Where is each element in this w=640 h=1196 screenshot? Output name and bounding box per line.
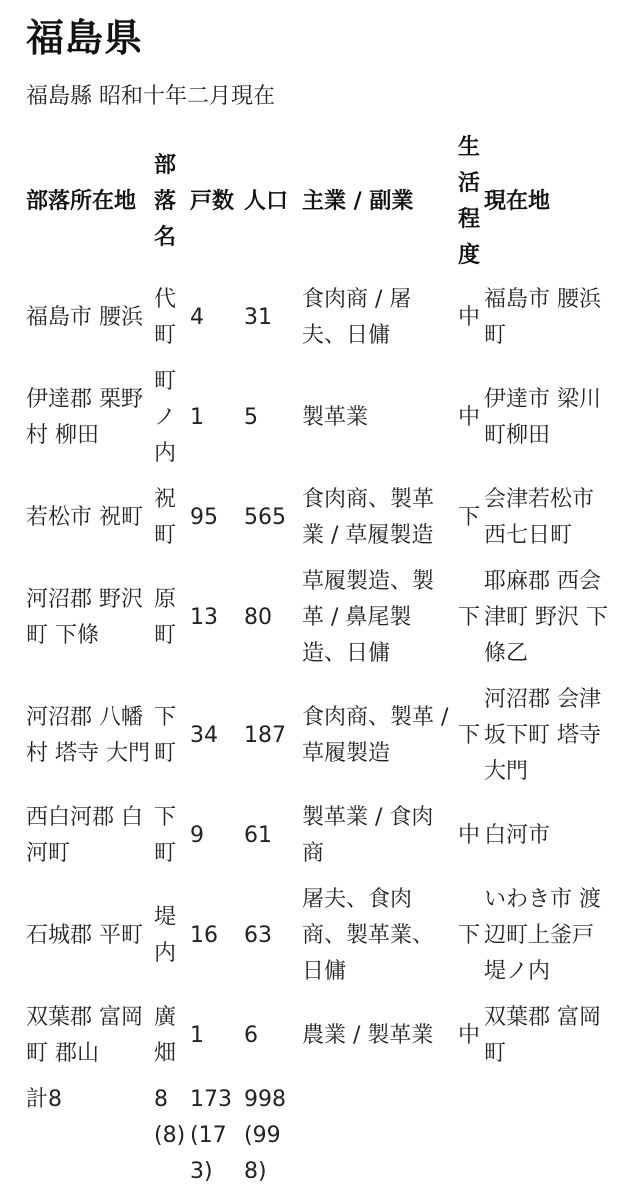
- cell-households: 13: [190, 605, 218, 630]
- cell-households: 95: [190, 505, 218, 530]
- cell-living-standard: 中: [458, 405, 481, 430]
- total-cell-current-location: [484, 1078, 616, 1196]
- cell-occupation: 農業 / 製革業: [302, 1023, 434, 1048]
- cell-households: 16: [190, 923, 218, 948]
- cell-location: 河沼郡 八幡村 塔寺 大門: [26, 705, 150, 766]
- cell-current-location: いわき市 渡辺町上釜戸 堤ノ内: [484, 887, 602, 984]
- cell-location: 若松市 祝町: [26, 505, 143, 530]
- cell-buraku-name: 代町: [154, 287, 177, 348]
- cell-occupation: 屠夫、食肉商、製革業、日傭: [302, 887, 435, 984]
- table-row: [26, 796, 616, 878]
- cell-buraku-name: 原町: [154, 587, 177, 648]
- cell-population: 5: [244, 405, 258, 430]
- cell-location: 双葉郡 富岡町 郡山: [26, 1005, 143, 1066]
- table-header-row: [26, 130, 616, 278]
- cell-buraku-name: 廣畑: [154, 1005, 177, 1066]
- total-cell-location: 計8: [26, 1087, 62, 1112]
- table-row: [26, 278, 616, 360]
- header-location: 部落所在地: [26, 189, 137, 214]
- cell-occupation: 食肉商、製革 / 草履製造: [302, 705, 449, 766]
- page-title: 福島県: [26, 16, 144, 60]
- cell-population: 565: [244, 505, 286, 530]
- total-cell-living-standard: [458, 1078, 484, 1196]
- cell-population: 63: [244, 923, 272, 948]
- cell-location: 河沼郡 野沢町 下條: [26, 587, 143, 648]
- cell-location: 西白河郡 白河町: [26, 805, 143, 866]
- cell-households: 1: [190, 405, 204, 430]
- cell-population: 31: [244, 305, 272, 330]
- table-row: [26, 478, 616, 560]
- cell-occupation: 製革業: [302, 405, 369, 430]
- total-cell-population: 998 (998): [244, 1087, 286, 1184]
- cell-living-standard: 下: [458, 923, 481, 948]
- cell-living-standard: 下: [458, 605, 481, 630]
- header-occupation: 主業 / 副業: [302, 189, 414, 214]
- cell-occupation: 食肉商、製革業 / 草履製造: [302, 487, 435, 548]
- header-buraku-name: 部落名: [154, 153, 177, 250]
- cell-occupation: 製革業 / 食肉商: [302, 805, 434, 866]
- cell-population: 80: [244, 605, 272, 630]
- cell-living-standard: 下: [458, 723, 481, 748]
- total-cell-buraku-name: 8 (8): [154, 1087, 186, 1148]
- total-cell-occupation: [302, 1078, 458, 1196]
- cell-households: 9: [190, 823, 204, 848]
- header-population: 人口: [244, 189, 289, 214]
- table-row: [26, 360, 616, 478]
- header-households: 戸数: [190, 189, 235, 214]
- cell-current-location: 伊達市 梁川町柳田: [484, 387, 602, 448]
- table-body: [26, 278, 616, 1196]
- cell-location: 伊達郡 栗野村 柳田: [26, 387, 143, 448]
- cell-current-location: 白河市: [484, 823, 551, 848]
- table-row: [26, 878, 616, 996]
- cell-current-location: 河沼郡 会津坂下町 塔寺 大門: [484, 687, 602, 784]
- cell-living-standard: 中: [458, 1023, 481, 1048]
- cell-living-standard: 中: [458, 305, 481, 330]
- cell-households: 34: [190, 723, 218, 748]
- cell-population: 187: [244, 723, 286, 748]
- page-subtitle: 福島縣 昭和十年二月現在: [26, 84, 275, 109]
- cell-location: 石城郡 平町: [26, 923, 143, 948]
- buraku-table: [26, 130, 616, 1196]
- cell-current-location: 会津若松市西七日町: [484, 487, 595, 548]
- cell-living-standard: 下: [458, 505, 481, 530]
- cell-current-location: 双葉郡 富岡町: [484, 1005, 602, 1066]
- cell-current-location: 福島市 腰浜町: [484, 287, 602, 348]
- cell-buraku-name: 下町: [154, 805, 177, 866]
- cell-buraku-name: 下町: [154, 705, 177, 766]
- table-row: [26, 560, 616, 678]
- cell-occupation: 草履製造、製革 / 鼻尾製造、日傭: [302, 569, 435, 666]
- cell-buraku-name: 祝町: [154, 487, 177, 548]
- cell-location: 福島市 腰浜: [26, 305, 143, 330]
- cell-buraku-name: 堤内: [154, 905, 177, 966]
- cell-population: 6: [244, 1023, 258, 1048]
- table-total-row: [26, 1078, 616, 1196]
- cell-buraku-name: 町ノ内: [154, 369, 177, 466]
- header-current-location: 現在地: [484, 189, 551, 214]
- cell-current-location: 耶麻郡 西会津町 野沢 下條乙: [484, 569, 609, 666]
- cell-households: 1: [190, 1023, 204, 1048]
- total-cell-households: 173 (173): [190, 1087, 232, 1184]
- cell-households: 4: [190, 305, 204, 330]
- cell-population: 61: [244, 823, 272, 848]
- header-living-standard: 生活程度: [458, 135, 481, 268]
- table-row: [26, 678, 616, 796]
- cell-living-standard: 中: [458, 823, 481, 848]
- cell-occupation: 食肉商 / 屠夫、日傭: [302, 287, 412, 348]
- table-row: [26, 996, 616, 1078]
